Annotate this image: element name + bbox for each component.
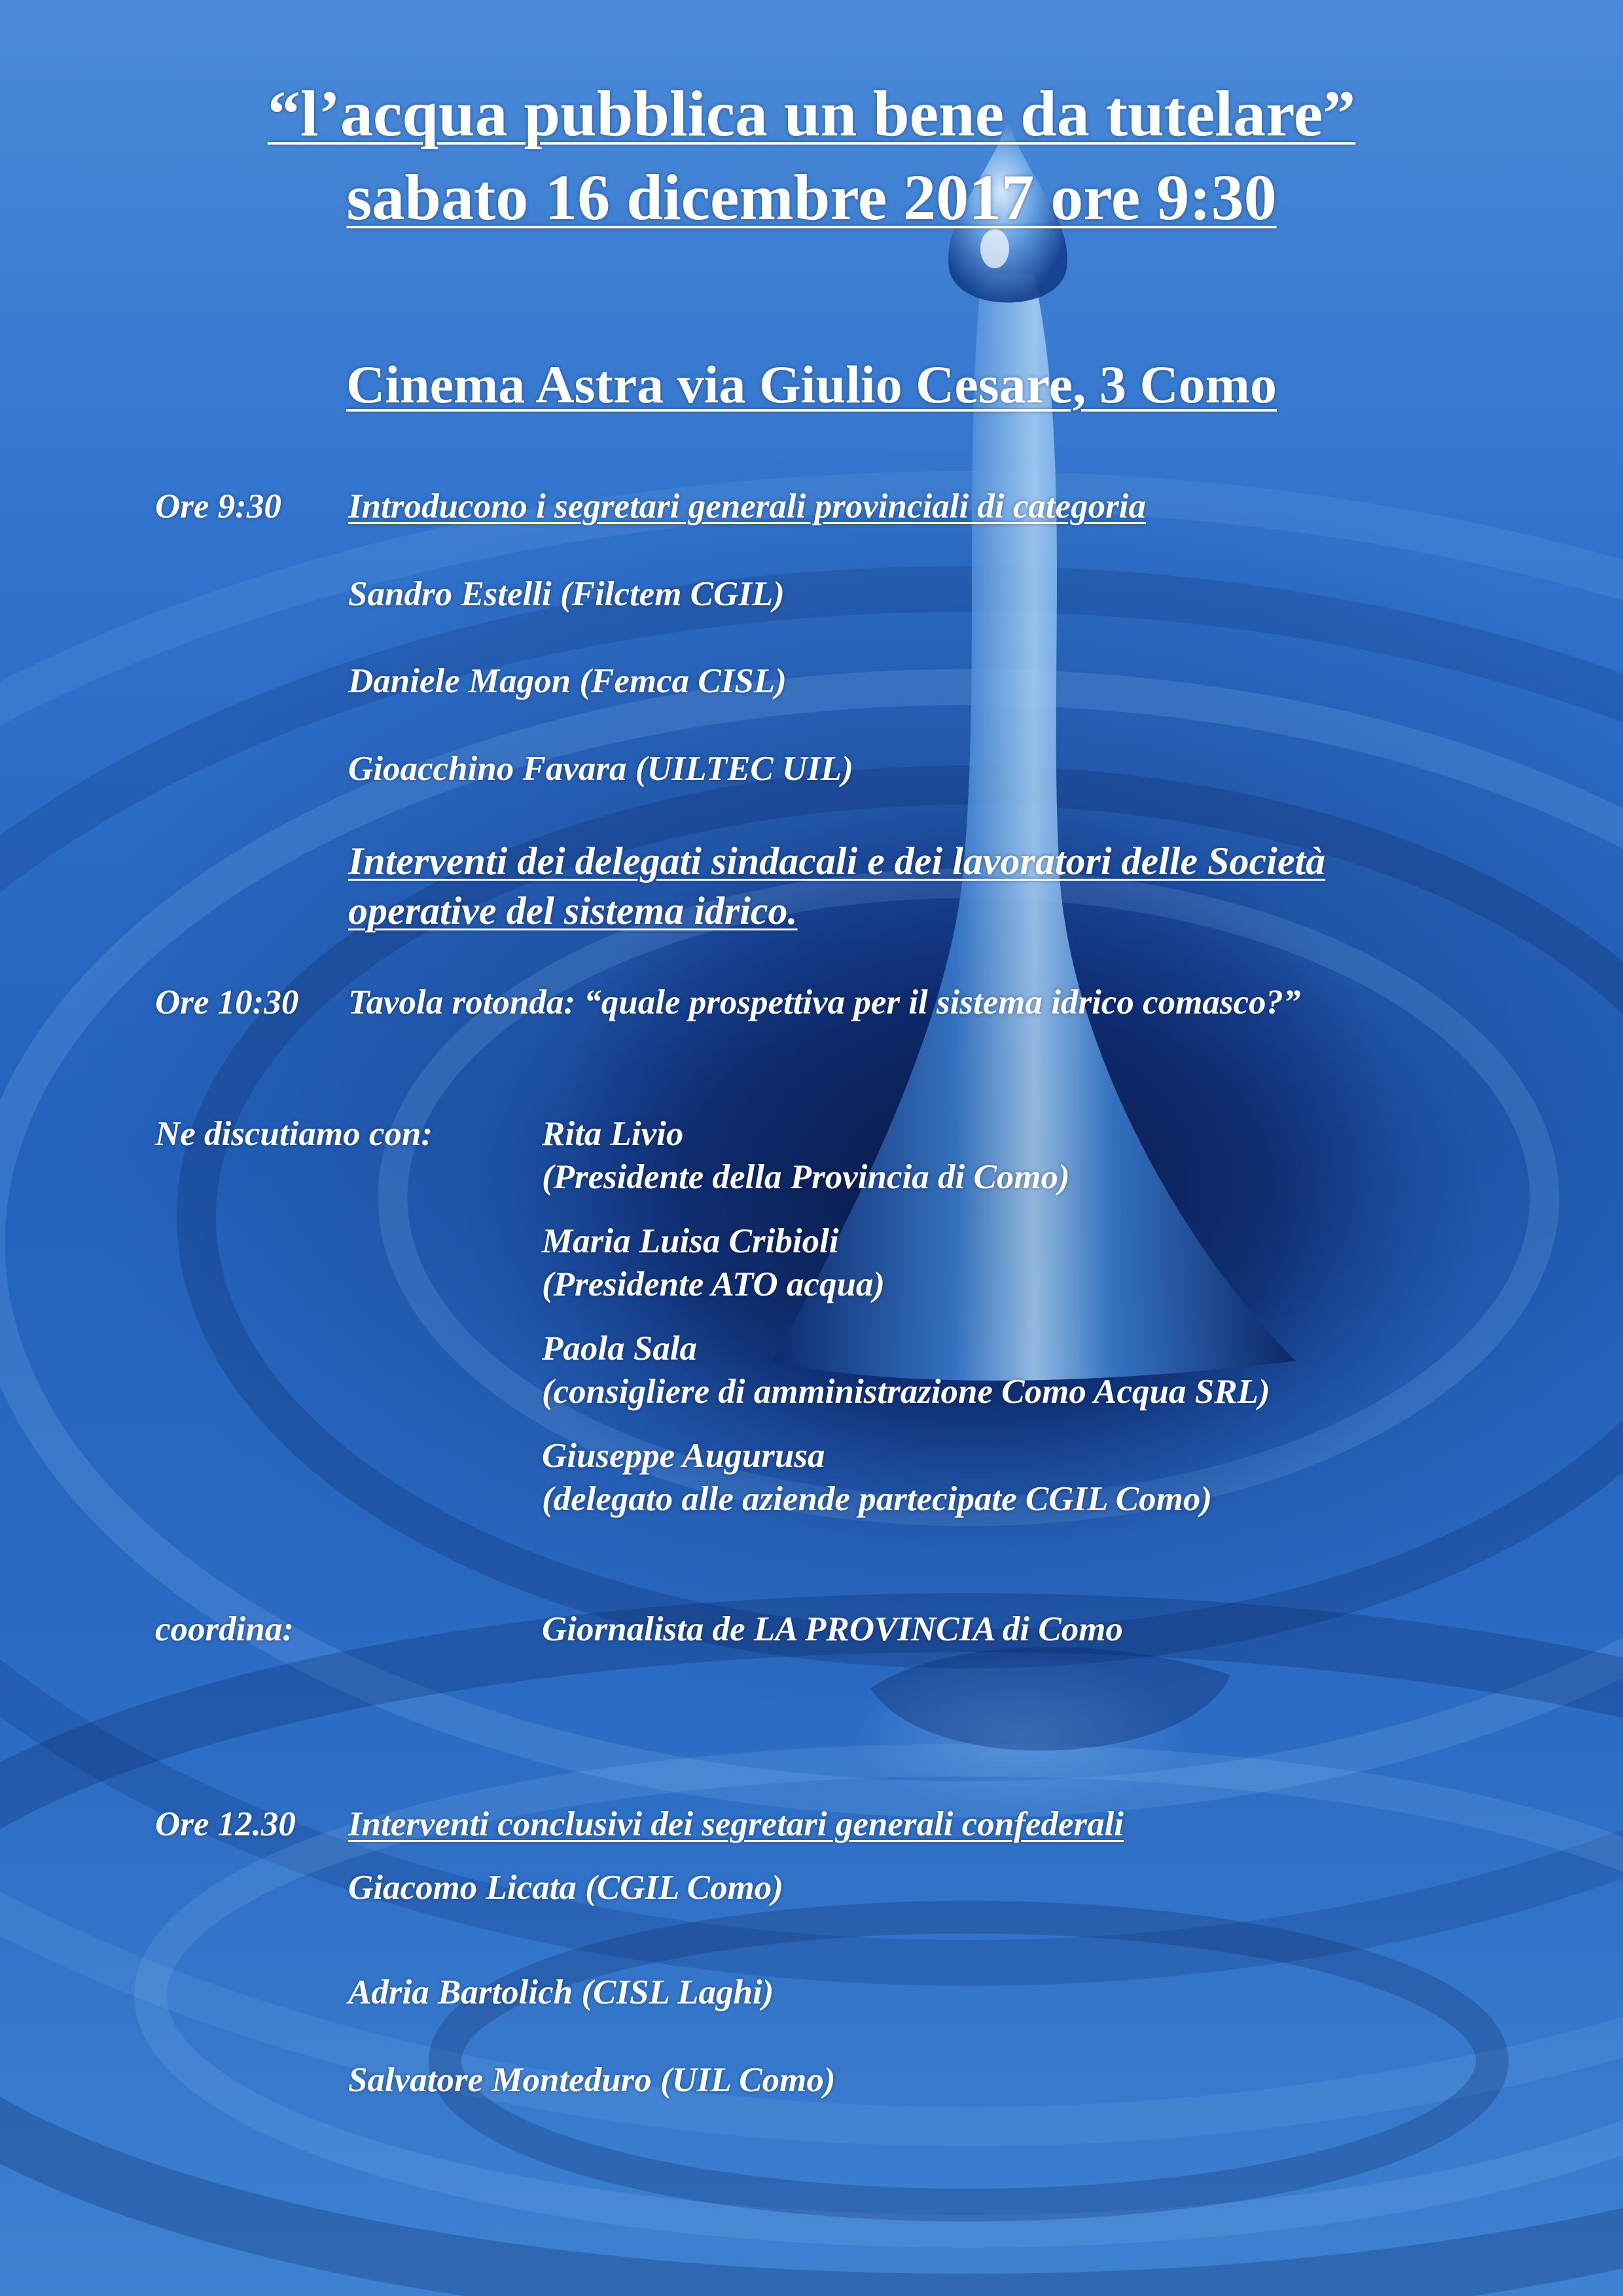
slot1-interventions-line-2-text: operative del sistema idrico. xyxy=(348,889,798,932)
panel-member-4-name: Giuseppe Augurusa xyxy=(542,1437,825,1475)
slot3-speaker-3: Salvatore Monteduro (UIL Como) xyxy=(348,2061,836,2099)
venue xyxy=(0,352,1623,417)
slot1-interventions-line-2 xyxy=(348,886,798,936)
panel-member-1-role: (Presidente della Provincia di Como) xyxy=(542,1158,1070,1196)
panel-member-2-name: Maria Luisa Cribioli xyxy=(542,1222,839,1260)
panel-member-3-role: (consigliere di amministrazione Como Acqua SRL) xyxy=(542,1373,1270,1411)
panel-member-2-role: (Presidente ATO acqua) xyxy=(542,1265,885,1303)
panel-member-1-name: Rita Livio xyxy=(542,1115,684,1153)
title-line-1 xyxy=(0,73,1623,154)
title-line-2 xyxy=(0,157,1623,238)
slot3-speaker-1: Giacomo Licata (CGIL Como) xyxy=(348,1869,783,1907)
venue-text: Cinema Astra via Giulio Cesare, 3 Como xyxy=(346,355,1277,414)
slot2-time: Ore 10:30 xyxy=(155,983,299,1021)
slot2-heading: Tavola rotonda: “quale prospettiva per il sistema idrico comasco?” xyxy=(348,983,1301,1021)
title-line-2-text: sabato 16 dicembre 2017 ore 9:30 xyxy=(346,161,1277,234)
panel-member-4-role: (delegato alle aziende partecipate CGIL Como) xyxy=(542,1480,1213,1518)
slot1-speaker-3: Gioacchino Favara (UILTEC UIL) xyxy=(348,750,853,788)
moderator-name: Giornalista de LA PROVINCIA di Como xyxy=(542,1610,1123,1648)
slot1-interventions-line-1-text: Interventi dei delegati sindacali e dei lavoratori delle Società xyxy=(348,839,1326,883)
title-line-1-text: “l’acqua pubblica un bene da tutelare” xyxy=(267,77,1356,150)
slot1-time: Ore 9:30 xyxy=(155,487,281,525)
panel-member-3-name: Paola Sala xyxy=(542,1330,698,1368)
slot1-speaker-2: Daniele Magon (Femca CISL) xyxy=(348,662,787,700)
panel-label: Ne discutiamo con: xyxy=(155,1115,433,1153)
slot1-heading xyxy=(348,485,1146,528)
slot3-time: Ore 12.30 xyxy=(155,1805,296,1843)
slot1-interventions-line-1 xyxy=(348,836,1325,886)
slot1-heading-text: Introducono i segretari generali provinciali di categoria xyxy=(348,487,1147,525)
slot3-speaker-2: Adria Bartolich (CISL Laghi) xyxy=(348,1973,774,2011)
slot3-heading xyxy=(348,1803,1124,1846)
slot3-heading-text: Interventi conclusivi dei segretari generali confederali xyxy=(348,1805,1124,1843)
slot1-speaker-1: Sandro Estelli (Filctem CGIL) xyxy=(348,575,785,613)
moderator-label: coordina: xyxy=(155,1610,294,1648)
